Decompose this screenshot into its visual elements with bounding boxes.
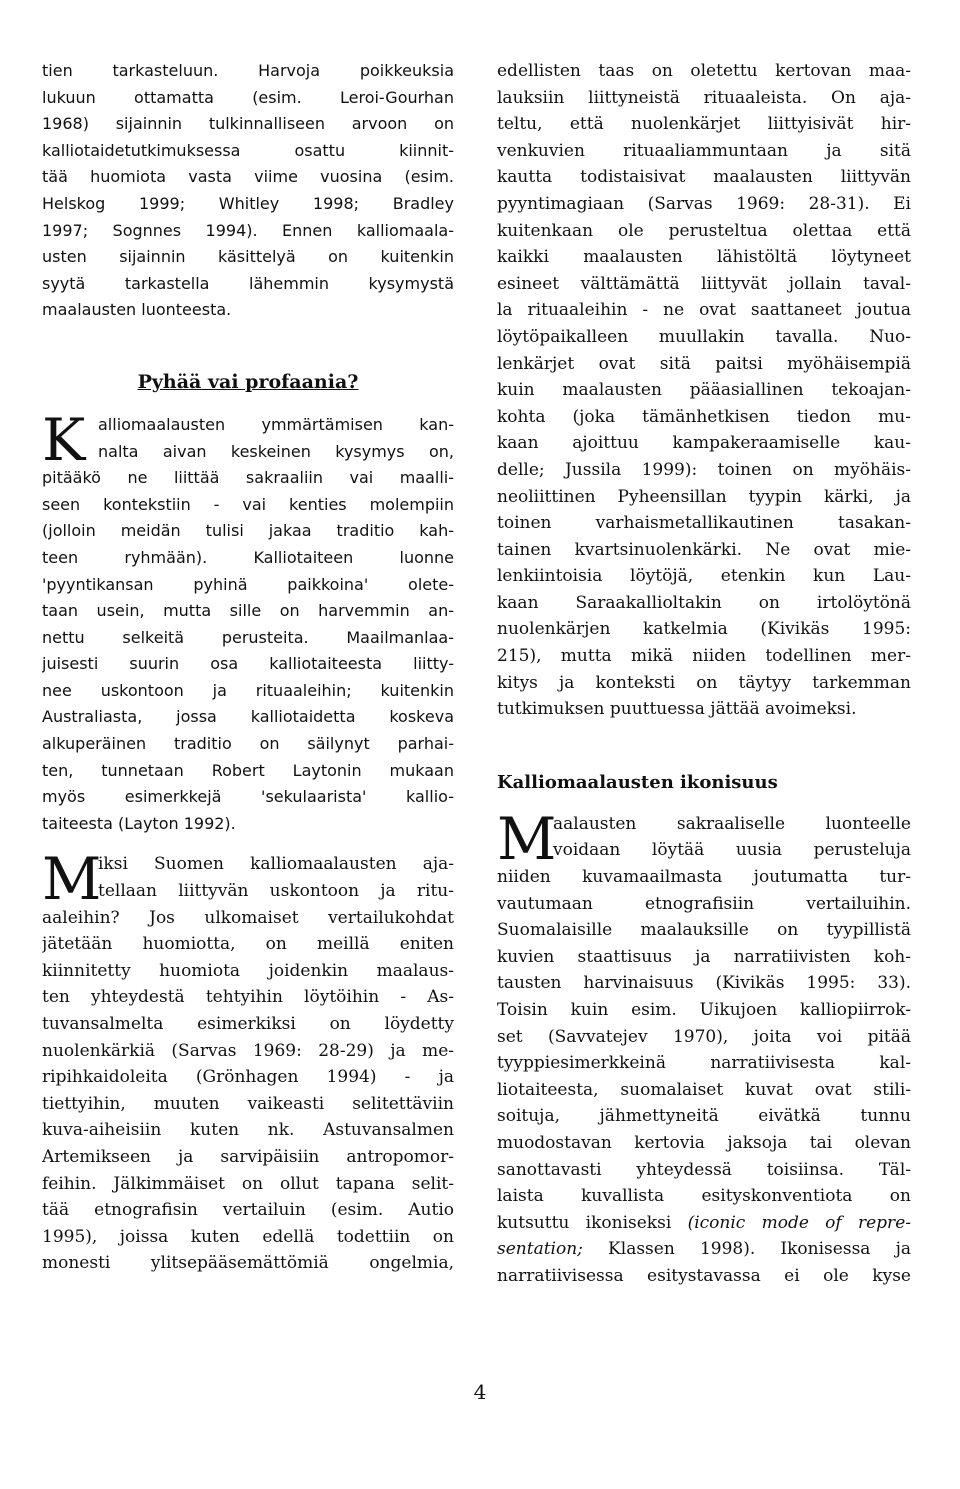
text-line: laista kuvallista esityskonventiota on: [497, 1186, 911, 1207]
section-heading-ikonisuus: Kalliomaalausten ikonisuus: [497, 771, 778, 793]
text-segment: Klassen 1998). Ikonisessa ja: [582, 1239, 911, 1260]
text-line: Toisin kuin esim. Uikujoen kalliopiirrok-: [497, 1000, 911, 1020]
text-line: soituja, jähmettyneitä eivätkä tunnu: [497, 1106, 911, 1127]
text-line: taiteesta (Layton 1992).: [42, 813, 236, 833]
text-line: syytä tarkastella lähemmin kysymystä: [42, 273, 454, 293]
text-line: 'pyyntikansan pyhinä paikkoina' olete-: [42, 574, 454, 594]
text-line: aalausten sakraaliselle luonteelle: [553, 813, 911, 834]
text-line: 1968) sijainnin tulkinnalliseen arvoon on: [42, 114, 454, 134]
text-line: nee uskontoon ja rituaaleihin; kuitenkin: [42, 680, 454, 700]
text-line: nuolenkärkiä (Sarvas 1969: 28-29) ja me-: [42, 1040, 454, 1061]
paragraph-miksi: [42, 845, 454, 1277]
section-heading-pyhaa: Pyhää vai profaania?: [137, 370, 359, 393]
drop-cap: M: [42, 845, 102, 914]
text-line: kaikki maalausten lähistöltä löytyneet: [497, 247, 911, 268]
text-line: Helskog 1999; Whitley 1998; Bradley: [42, 193, 454, 213]
text-line: kuva-aiheisiin kuten nk. Astuvansalmen: [42, 1120, 454, 1141]
right-column: [497, 58, 911, 1290]
text-line: nalta aivan keskeinen kysymys on,: [98, 441, 454, 461]
drop-cap: K: [42, 405, 86, 474]
text-line: set (Savvatejev 1970), joita voi pitää: [497, 1026, 911, 1047]
text-line: usten sijainnin käsittelyä on kuitenkin: [42, 247, 454, 267]
text-line: lenkiintoisia löytöjä, etenkin kun Lau-: [497, 566, 911, 587]
text-line: narratiivisessa esitystavassa ei ole kyse: [497, 1265, 911, 1286]
text-line: niiden kuvamaailmasta joutumatta tur-: [497, 867, 911, 888]
text-line: pyyntimagiaan (Sarvas 1969: 28-31). Ei: [497, 193, 911, 214]
text-line: kaan ajoittuu kampakeraamiselle kau-: [497, 433, 911, 454]
text-line: lauksiin liittyneistä rituaaleista. On aja-: [497, 87, 911, 108]
text-line: aaleihin? Jos ulkomaiset vertailukohdat: [42, 907, 454, 928]
text-line: tuvansalmelta esimerkiksi on löydetty: [42, 1014, 454, 1034]
text-line: kiinnitetty huomiota joidenkin maalaus-: [42, 960, 454, 981]
text-line: seen kontekstiin - vai kenties molempiin: [42, 494, 454, 514]
text-line: tutkimuksen puuttuessa jättää avoimeksi.: [497, 699, 857, 720]
text-line: tien tarkasteluun. Harvoja poikkeuksia: [42, 61, 454, 80]
page-number: 4: [473, 1380, 487, 1404]
text-line: taan usein, mutta sille on harvemmin an-: [42, 601, 454, 621]
text-line: 1995), joissa kuten edellä todettiin on: [42, 1226, 454, 1247]
text-line: teltu, että nuolenkärjet liittyisivät hir-: [497, 114, 911, 135]
text-line: iksi Suomen kalliomaalausten aja-: [98, 854, 454, 875]
text-line: edellisten taas on oletettu kertovan maa-: [497, 61, 911, 81]
text-line: feihin. Jälkimmäiset on ollut tapana selit-: [42, 1173, 454, 1194]
text-line: kautta todistaisivat maalausten liittyvän: [497, 167, 911, 188]
italic-term: sentation;: [497, 1239, 583, 1260]
text-line: venkuvien rituaaliammuntaan ja sitä: [497, 140, 911, 161]
text-line: neoliittinen Pyheensillan tyypin kärki, ja: [497, 486, 911, 507]
text-line: delle; Jussila 1999): toinen on myöhäis-: [497, 459, 911, 480]
text-line: kuin maalausten pääasiallinen tekoajan-: [497, 380, 911, 401]
text-line: tiettyihin, muuten vaikeasti selitettäviin: [42, 1093, 454, 1114]
text-line: pitääkö ne liittää sakraaliin vai maalli-: [42, 468, 454, 488]
paragraph-kalliomaalausten: [42, 405, 454, 838]
text-line: kalliotaidetutkimuksessa osattu kiinnit-: [42, 140, 454, 160]
text-line: liotaiteesta, suomalaiset kuvat ovat stili-: [497, 1079, 911, 1100]
text-line: ten yhteydestä tehtyihin löytöihin - As-: [42, 987, 454, 1008]
text-line: juisesti suurin osa kalliotaiteesta liitty-: [42, 654, 454, 674]
paragraph-maalausten: [497, 804, 911, 1290]
text-line: kitys ja konteksti on täytyy tarkemman: [497, 672, 911, 693]
text-line: Suomalaisille maalauksille on tyypillistä: [497, 920, 911, 941]
text-line: nuolenkärjen katkelmia (Kivikäs 1995:: [497, 619, 911, 640]
text-line: kuitenkaan ole perusteltua olettaa että: [497, 220, 911, 241]
text-line: esineet välttämättä liittyvät jollain taval-: [497, 273, 911, 294]
right-intro-paragraph: [497, 58, 911, 723]
text-line: 215), mutta mikä niiden todellinen mer-: [497, 646, 911, 667]
text-line: jätetään huomiotta, on meillä eniten: [42, 934, 454, 955]
text-line: alliomaalausten ymmärtämisen kan-: [98, 414, 454, 434]
text-line: ripihkaidoleita (Grönhagen 1994) - ja: [42, 1067, 454, 1088]
left-column: [42, 58, 454, 1277]
left-intro-paragraph: [42, 58, 454, 324]
text-line: teen ryhmään). Kalliotaiteen luonne: [42, 547, 454, 567]
text-line: myös esimerkkejä 'sekulaarista' kallio-: [42, 787, 454, 807]
text-line-with-italic: [497, 1210, 911, 1237]
text-line: nettu selkeitä perusteita. Maailmanlaa-: [42, 627, 454, 647]
text-line: alkuperäinen traditio on säilynyt parhai-: [42, 734, 454, 754]
text-line: monesti ylitsepääsemättömiä ongelmia,: [42, 1253, 454, 1274]
text-line: Artemikseen ja sarvipäisiin antropomor-: [42, 1146, 454, 1167]
text-line: voidaan löytää uusia perusteluja: [553, 840, 911, 861]
text-line: tellaan liittyvän uskontoon ja ritu-: [98, 881, 454, 902]
text-line: 1997; Sognnes 1994). Ennen kalliomaala-: [42, 220, 454, 240]
text-line: maalausten luonteesta.: [42, 300, 232, 320]
text-line: Australiasta, jossa kalliotaidetta koskeva: [42, 707, 454, 727]
text-line: tyyppiesimerkkeinä narratiivisesta kal-: [497, 1053, 911, 1074]
text-line: muodostavan kertovia jaksoja tai olevan: [497, 1132, 911, 1153]
text-line: kuvien staattisuus ja narratiivisten koh-: [497, 946, 911, 967]
text-line: ten, tunnetaan Robert Laytonin mukaan: [42, 760, 454, 780]
text-line: lenkärjet ovat sitä paitsi myöhäisempiä: [497, 353, 911, 374]
text-line: kohta (joka tämänhetkisen tiedon mu-: [497, 406, 911, 427]
text-line: la rituaaleihin - ne ovat saattaneet joutua: [497, 300, 911, 321]
text-line: tainen kvartsinuolenkärki. Ne ovat mie-: [497, 539, 911, 560]
text-line: vautumaan etnografisiin vertailuihin.: [497, 893, 911, 914]
text-line: tää etnografisin vertailuin (esim. Autio: [42, 1200, 454, 1221]
text-segment: kutsuttu ikoniseksi: [497, 1212, 688, 1233]
text-line: (jolloin meidän tulisi jakaa traditio kah-: [42, 521, 454, 541]
drop-cap: M: [497, 804, 557, 873]
text-line: kaan Saraakallioltakin on irtolöytönä: [497, 592, 911, 613]
text-line: tausten harvinaisuus (Kivikäs 1995: 33).: [497, 973, 911, 994]
text-line: toinen varhaismetallikautinen tasakan-: [497, 513, 911, 534]
text-line: lukuun ottamatta (esim. Leroi-Gourhan: [42, 87, 454, 107]
text-line: sanottavasti yhteydessä toisiinsa. Täl-: [497, 1159, 911, 1180]
text-line: löytöpaikalleen muullakin tavalla. Nuo-: [497, 326, 911, 347]
text-line-with-italic: [497, 1236, 911, 1263]
text-line: tää huomiota vasta viime vuosina (esim.: [42, 167, 454, 187]
italic-term: (iconic mode of repre-: [687, 1212, 911, 1233]
